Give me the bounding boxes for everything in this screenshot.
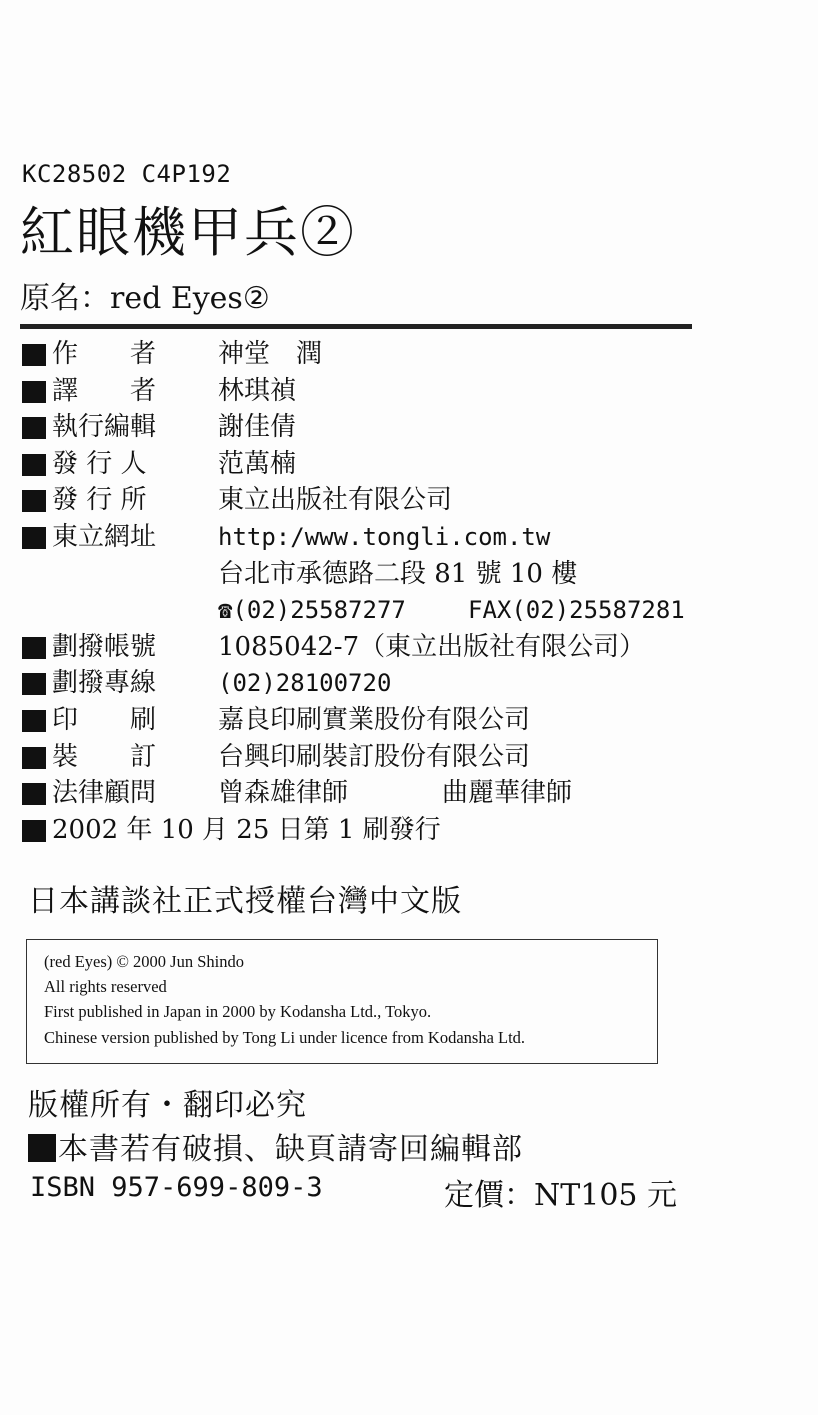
credit-label: 劃撥帳號 [52,631,157,662]
address: 台北市承德路二段 81 號 10 樓 [218,558,578,589]
book-title: 紅眼機甲兵② [20,201,356,264]
credit-value: 東立出版社有限公司 [218,485,453,516]
phone-number: ☎(02)25587277 [218,596,406,625]
isbn: ISBN 957-699-809-3 [30,1172,323,1203]
credit-value: 1085042-7（東立出版社有限公司） [218,631,646,662]
rights-reserved: 版權所有・翻印必究 [28,1088,307,1123]
bullet-square-icon [22,381,46,403]
copyright-line: First published in Japan in 2000 by Kodansha Ltd., Tokyo. [44,1002,432,1021]
credit-value: 謝佳倩 [218,412,297,443]
credit-value: 嘉良印刷實業股份有限公司 [218,704,531,735]
title-divider [20,324,692,329]
bullet-square-icon [22,527,46,549]
bullet-square-icon [22,673,46,695]
credit-label: 法律顧問 [52,778,157,809]
license-statement: 日本講談社正式授權台灣中文版 [28,884,462,919]
credit-label: 發 行 所 [52,485,147,516]
copyright-line: All rights reserved [44,977,167,996]
bullet-square-icon [22,747,46,769]
bullet-square-icon [22,820,46,842]
fax-number: FAX(02)25587281 [468,596,685,625]
catalog-code: KC28502 C4P192 [22,160,232,188]
bullet-square-icon [22,454,46,476]
credit-value: 曾森雄律師 [218,778,349,809]
credit-label: 發 行 人 [52,448,147,479]
credit-value: 台興印刷裝訂股份有限公司 [218,741,531,772]
credit-label: 裝 訂 [52,741,157,772]
bullet-square-icon [22,783,46,805]
copyright-box [26,939,658,1064]
credit-value: (02)28100720 [218,669,392,698]
credit-value: 林琪禎 [218,375,297,406]
original-title: 原名：red Eyes② [20,281,270,316]
bullet-square-icon [22,417,46,439]
credit-label: 印 刷 [52,704,157,735]
damage-notice: 本書若有破損、缺頁請寄回編輯部 [58,1132,523,1167]
credit-value: 范萬楠 [218,448,297,479]
credit-label: 執行編輯 [52,412,157,443]
credit-label: 作 者 [52,339,157,369]
publication-date: 2002 年 10 月 25 日第 1 刷發行 [52,814,441,845]
bullet-square-icon [22,710,46,732]
credit-label: 東立網址 [52,521,157,552]
copyright-line: (red Eyes) © 2000 Jun Shindo [44,952,244,971]
credit-value-second: 曲麗華律師 [442,778,573,809]
credit-value: 神堂 潤 [218,339,323,369]
price: 定價：NT105 元 [444,1178,678,1213]
bullet-square-icon [22,637,46,659]
credit-label: 譯 者 [52,375,157,406]
bullet-square-icon [22,344,46,366]
damage-notice-row [28,1124,523,1168]
credit-label: 劃撥專線 [52,668,157,699]
bullet-square-icon [28,1134,56,1162]
copyright-line: Chinese version published by Tong Li under licence from Kodansha Ltd. [44,1028,526,1047]
website-url[interactable]: http:/www.tongli.com.tw [218,522,551,551]
bullet-square-icon [22,490,46,512]
